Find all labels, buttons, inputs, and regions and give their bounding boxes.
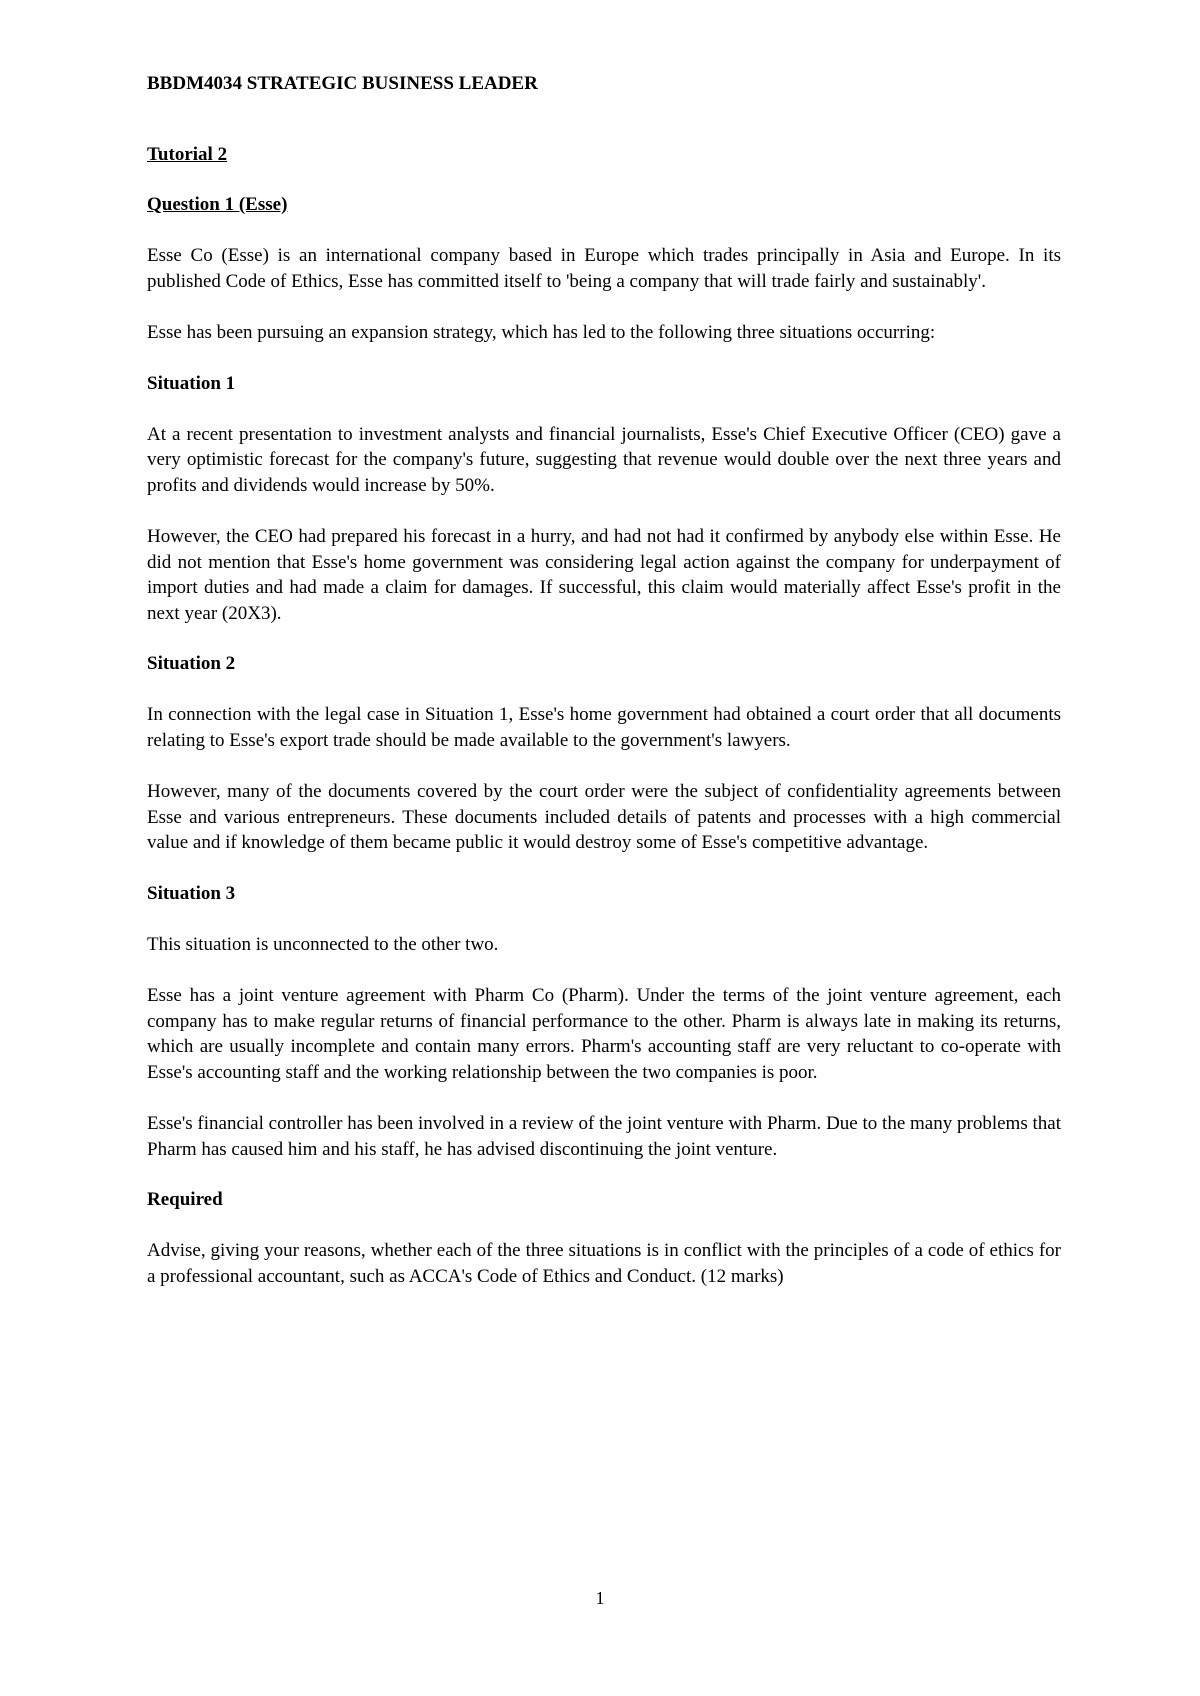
situation-3-paragraph-3: Esse's financial controller has been involved in a review of the joint venture with Pharm. Due to the many problems that Pharm has caused him and his staff, he has advised discontinuing the joint venture. <box>147 1113 1061 1160</box>
document-page <box>147 72 1061 1315</box>
question-title: Question 1 (Esse) <box>147 194 288 215</box>
situation-2-heading: Situation 2 <box>147 653 236 674</box>
required-heading: Required <box>147 1189 223 1210</box>
situation-1-heading: Situation 1 <box>147 372 236 394</box>
situation-3-heading: Situation 3 <box>147 882 236 904</box>
required-paragraph: Advise, giving your reasons, whether each of the three situations is in conflict with the principles of a code of ethics for a professional accountant, such as ACCA's Code of Ethics and Conduct. (12 marks) <box>147 1240 1061 1287</box>
situation-2-paragraph-2: However, many of the documents covered by the court order were the subject of confidentiality agreements between Esse and various entrepreneurs. These documents included details of patents and processes with a high commercial value and if knowledge of them became public it would destroy some of Esse's competitive advantage. <box>147 781 1061 853</box>
page-number: 1 <box>595 1588 605 1608</box>
document-header: BBDM4034 STRATEGIC BUSINESS LEADER <box>147 73 538 94</box>
situation-1-paragraph-1: At a recent presentation to investment analysts and financial journalists, Esse's Chief Executive Officer (CEO) gave a very optimistic forecast for the company's future, suggesting that revenue would double over the next three years and profits and dividends would increase by 50%. <box>147 423 1061 496</box>
situation-1-paragraph-2: However, the CEO had prepared his forecast in a hurry, and had not had it confirmed by anybody else within Esse. He did not mention that Esse's home government was considering legal action against the company for underpayment of import duties and had made a claim for damages. If successful, this claim would materially affect Esse's profit in the next year (20X3). <box>147 526 1061 624</box>
situation-2-paragraph-1: In connection with the legal case in Situation 1, Esse's home government had obtained a court order that all documents relating to Esse's export trade should be made available to the government's lawyers. <box>147 704 1061 751</box>
situation-3-paragraph-1: This situation is unconnected to the other two. <box>147 933 499 955</box>
tutorial-title: Tutorial 2 <box>147 144 228 165</box>
intro-paragraph-2: Esse has been pursuing an expansion strategy, which has led to the following three situations occurring: <box>147 322 936 343</box>
situation-3-paragraph-2: Esse has a joint venture agreement with Pharm Co (Pharm). Under the terms of the joint venture agreement, each company has to make regular returns of financial performance to the other. Pharm is always late in making its returns, which are usually incomplete and contain many errors. Pharm's accounting staff are very reluctant to co-operate with Esse's accounting staff and the working relationship between the two companies is poor. <box>147 985 1061 1083</box>
intro-paragraph-1: Esse Co (Esse) is an international company based in Europe which trades principally in Asia and Europe. In its published Code of Ethics, Esse has committed itself to 'being a company that will trade fairly and sustainably'. <box>147 245 1061 292</box>
